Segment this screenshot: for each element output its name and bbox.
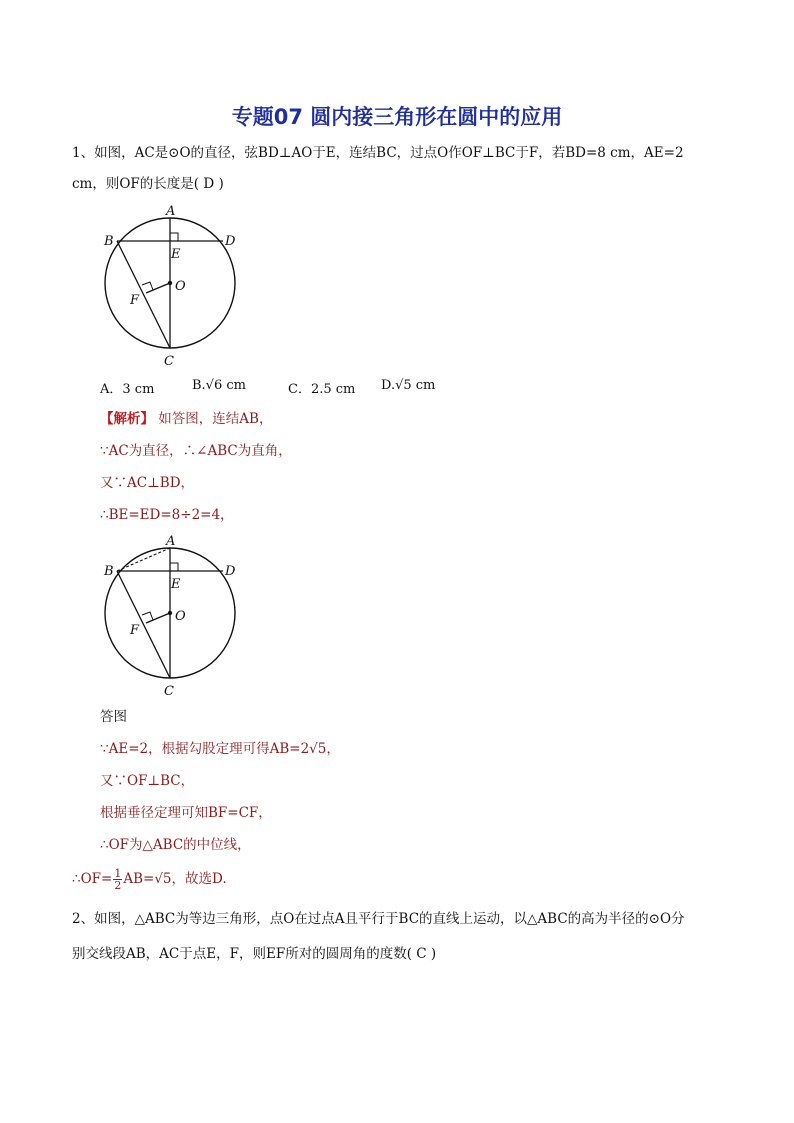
option-d: D.√5 cm bbox=[381, 378, 436, 393]
dashed-ab bbox=[117, 548, 170, 571]
center-dot bbox=[168, 281, 172, 285]
right-angle-e bbox=[170, 563, 178, 571]
figure-caption: 答图 bbox=[100, 709, 127, 725]
fraction-one-half bbox=[113, 868, 122, 891]
right-angle-e bbox=[170, 233, 178, 241]
solution-line1 bbox=[100, 410, 272, 428]
label-o: O bbox=[175, 279, 186, 294]
label-d: D bbox=[225, 234, 236, 249]
label-d: D bbox=[225, 564, 236, 579]
q2-line1: 2、如图，△ABC为等边三角形，点O在过点A且平行于BC的直线上运动，以△ABC的高为半径的⊙O分 bbox=[72, 911, 685, 927]
solution-tag: 【解析】 bbox=[100, 411, 154, 427]
label-b: B bbox=[104, 234, 114, 249]
solution-line9 bbox=[72, 866, 227, 892]
q1-figure bbox=[95, 200, 255, 372]
label-b: B bbox=[104, 564, 114, 579]
solution-line7: 根据垂径定理可知BF=CF， bbox=[100, 805, 272, 821]
option-c: C．2.5 cm bbox=[288, 382, 356, 397]
solution-text: 如答图，连结AB， bbox=[154, 411, 273, 427]
label-c: C bbox=[164, 354, 174, 369]
label-a: A bbox=[166, 204, 176, 219]
option-a: A．3 cm bbox=[100, 382, 155, 397]
label-a: A bbox=[166, 534, 176, 549]
chord-bc bbox=[117, 571, 170, 678]
right-angle-f bbox=[142, 612, 153, 620]
label-f: F bbox=[130, 623, 140, 638]
segment-of bbox=[146, 283, 170, 293]
page-title: 专题07 圆内接三角形在圆中的应用 bbox=[231, 105, 563, 129]
solution-line2: ∵AC为直径，∴∠ABC为直角， bbox=[100, 443, 292, 459]
line9-prefix: ∴OF= bbox=[72, 871, 113, 887]
label-c: C bbox=[164, 684, 174, 699]
right-angle-f bbox=[142, 282, 153, 290]
label-o: O bbox=[175, 609, 186, 624]
answer-figure bbox=[95, 530, 255, 702]
frac-denominator: 2 bbox=[114, 879, 122, 892]
solution-line6: 又∵OF⊥BC， bbox=[100, 773, 195, 789]
solution-line4: ∴BE=ED=8÷2=4， bbox=[100, 507, 234, 523]
solution-line5: ∵AE=2，根据勾股定理可得AB=2√5， bbox=[100, 741, 340, 757]
line9-suffix: AB=√5，故选D. bbox=[123, 871, 227, 887]
q1-line2: cm，则OF的长度是( D ) bbox=[72, 176, 224, 192]
solution-line3: 又∵AC⊥BD， bbox=[100, 475, 195, 491]
label-f: F bbox=[130, 293, 140, 308]
label-e: E bbox=[171, 247, 181, 262]
option-b: B.√6 cm bbox=[192, 378, 246, 393]
segment-of bbox=[146, 613, 170, 623]
label-e: E bbox=[171, 577, 181, 592]
chord-bc bbox=[117, 241, 170, 348]
q1-line1: 1、如图，AC是⊙O的直径，弦BD⊥AO于E，连结BC，过点O作OF⊥BC于F，若BD=8 cm，AE=2 bbox=[72, 145, 684, 161]
solution-line8: ∴OF为△ABC的中位线， bbox=[100, 837, 251, 853]
q2-line2: 别交线段AB，AC于点E，F，则EF所对的圆周角的度数( C ) bbox=[72, 946, 437, 962]
center-dot bbox=[168, 611, 172, 615]
frac-numerator: 1 bbox=[114, 867, 122, 880]
